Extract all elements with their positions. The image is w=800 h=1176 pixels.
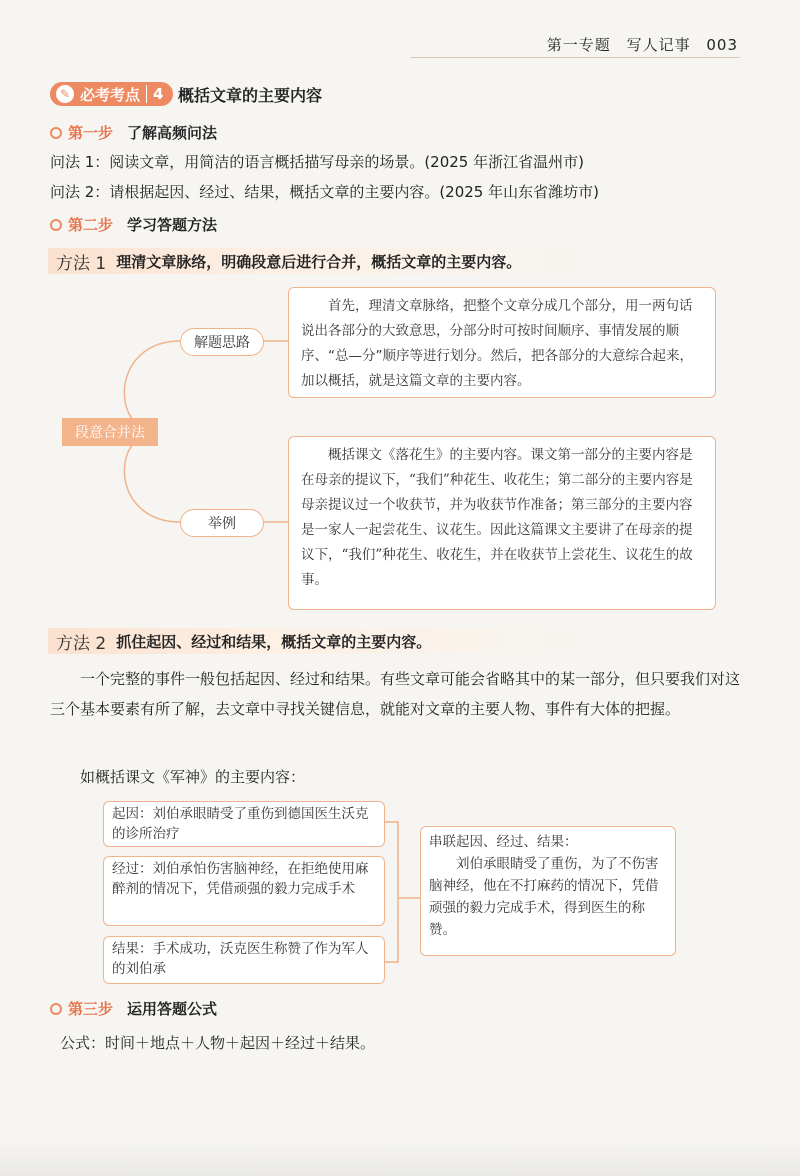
cause-box: 起因：刘伯承眼睛受了重伤到德国医生沃克的诊所治疗: [103, 801, 385, 847]
process-box: 经过：刘伯承怕伤害脑神经，在拒绝使用麻醉剂的情况下，凭借顽强的毅力完成手术: [103, 856, 385, 926]
pencil-icon: ✎: [56, 85, 74, 103]
bracket-connector: [385, 822, 398, 962]
key-point-number: 4: [146, 85, 163, 103]
method-2-tag: 方法 2: [56, 633, 107, 654]
step-3-heading: [50, 998, 217, 1019]
step-3-label: 第三步: [68, 1000, 114, 1018]
example-textbox: 概括课文《落花生》的主要内容。课文第一部分的主要内容是在母亲的提议下，“我们”种花生、收花生；第二部分的主要内容是母亲提议过一个收获节，并为收获节作准备；第三部分的主要内容是一家人一起尝花生、议花生。因此这篇课文主要讲了在母亲的提议下，“我们”种花生、收花生，并在收获节上尝花生、议花生的故事。: [288, 436, 716, 610]
summary-box: [420, 826, 676, 956]
key-point-title: 概括文章的主要内容: [178, 86, 323, 105]
summary-title: 串联起因、经过、结果：: [429, 834, 578, 850]
method-1-tag: 方法 1: [56, 253, 107, 274]
method-1-text: 理清文章脉络，明确段意后进行合并，概括文章的主要内容。: [116, 252, 522, 271]
result-box: 结果：手术成功，沃克医生称赞了作为军人的刘伯承: [103, 936, 385, 984]
formula-line: 公式：时间＋地点＋人物＋起因＋经过＋结果。: [60, 1034, 376, 1052]
branch-approach: 解题思路: [180, 328, 264, 356]
header-topic: 第一专题: [546, 36, 611, 54]
question-1: 问法 1：阅读文章，用简洁的语言概括描写母亲的场景。(2025 年浙江省温州市): [50, 153, 584, 171]
step-3-title: 运用答题公式: [127, 1000, 218, 1018]
step-2-label: 第二步: [68, 216, 114, 234]
summary-text: 刘伯承眼睛受了重伤，为了不伤害脑神经，他在不打麻药的情况下，凭借顽强的毅力完成手术，得到医生的称赞。: [429, 856, 659, 938]
method-2-intro: 如概括课文《军神》的主要内容：: [50, 768, 306, 786]
header-section: 写人记事: [626, 36, 691, 54]
key-point-label: 必考考点: [80, 85, 141, 104]
method-2-bar: [48, 628, 608, 654]
method-2-text: 抓住起因、经过和结果，概括文章的主要内容。: [116, 632, 432, 651]
header-page-number: 003: [706, 36, 738, 54]
approach-textbox: 首先，理清文章脉络，把整个文章分成几个部分，用一两句话说出各部分的大致意思，分部分时可按时间顺序、事情发展的顺序、“总—分”顺序等进行划分。然后，把各部分的大意综合起来，加以概括，就是这篇文章的主要内容。: [288, 287, 716, 398]
circle-bullet-icon: [50, 1003, 62, 1015]
mind-map-root: 段意合并法: [62, 418, 158, 446]
method-2-paragraph: 一个完整的事件一般包括起因、经过和结果。有些文章可能会省略其中的某一部分，但只要我们对这三个基本要素有所了解，去文章中寻找关键信息，就能对文章的主要人物、事件有大体的把握。: [50, 670, 741, 718]
step-1-label: 第一步: [68, 124, 114, 142]
branch-example: 举例: [180, 509, 264, 537]
step-2-title: 学习答题方法: [127, 216, 218, 234]
question-2: 问法 2：请根据起因、经过、结果，概括文章的主要内容。(2025 年山东省潍坊市): [50, 183, 599, 201]
page-bottom-shadow: [0, 1140, 800, 1176]
step-1-title: 了解高频问法: [127, 124, 218, 142]
